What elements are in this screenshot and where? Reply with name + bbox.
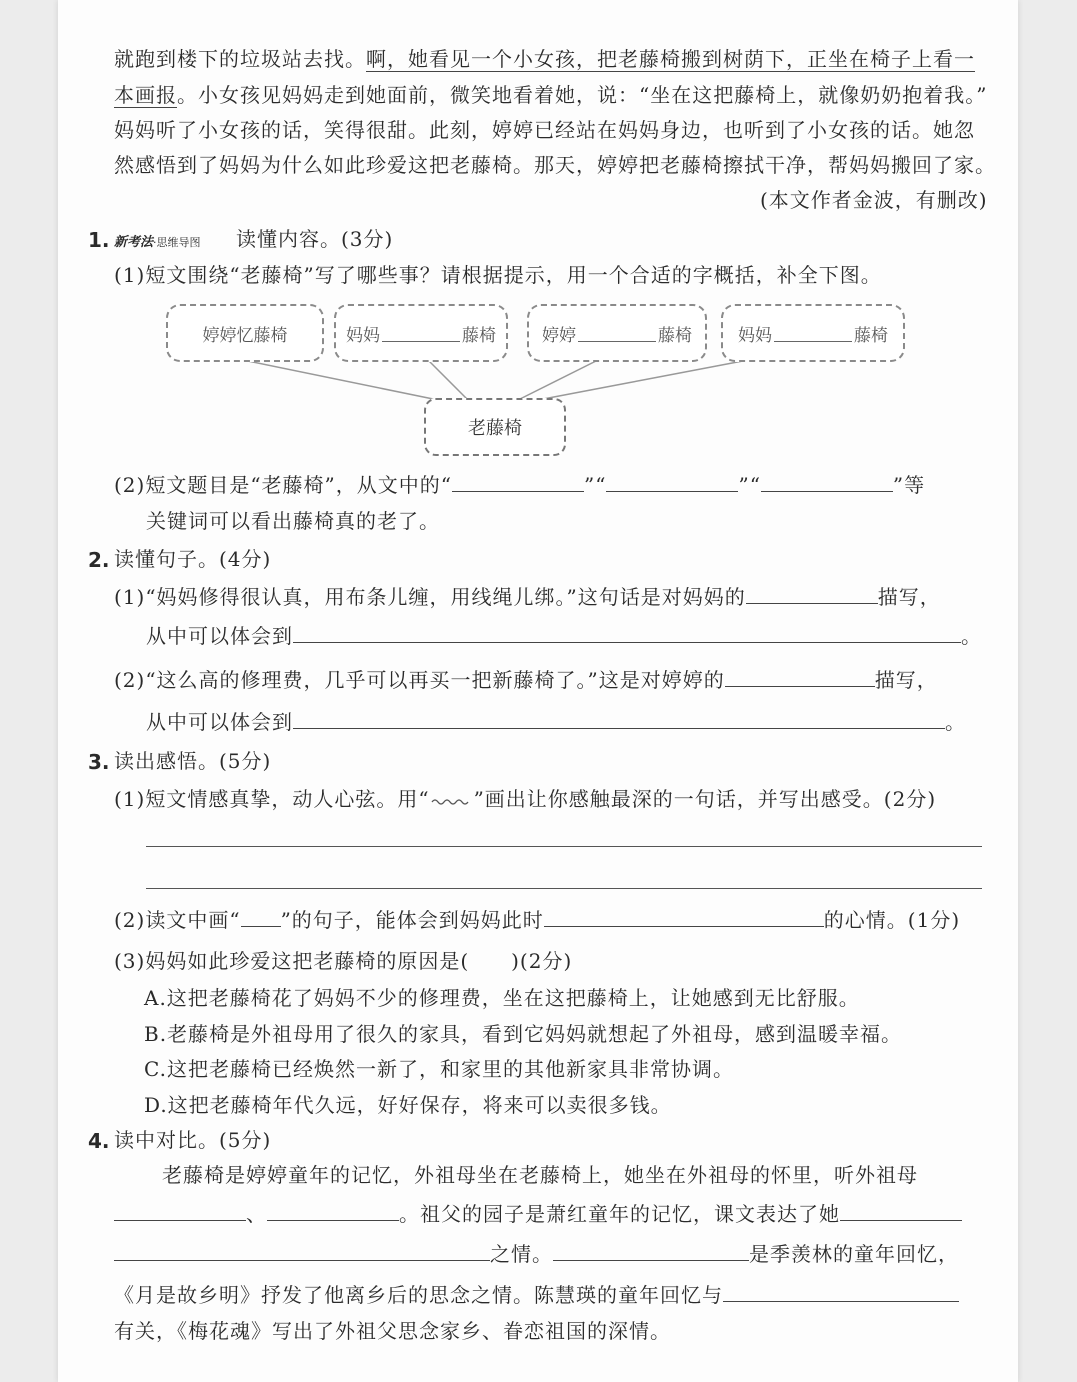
mindmap-box-4-prefix: 妈妈 xyxy=(738,325,772,346)
question-3-number: 3. xyxy=(88,750,110,774)
q3-sub2-prefix: (2)读文中画“ xyxy=(114,908,241,932)
q4-blank-4[interactable] xyxy=(114,1240,490,1261)
question-1-sub1: (1)短文围绕“老藤椅”写了哪些事？请根据提示，用一个合适的字概括，补全下图。 xyxy=(114,263,882,287)
question-4-line-1: 老藤椅是婷婷童年的记忆，外祖母坐在老藤椅上，她坐在外祖母的怀里，听外祖母 xyxy=(162,1163,918,1187)
passage-text: 。小女孩见妈妈走到她面前，微笑地看着她，说：“坐在这把藤椅上，就像奶奶抱着我。” xyxy=(177,83,988,107)
q1-sub2-prefix: (2)短文题目是“老藤椅”，从文中的“ xyxy=(114,473,453,497)
passage-source: (本文作者金波，有删改) xyxy=(760,188,988,212)
question-1-title: 读懂内容。(3分) xyxy=(236,227,394,251)
q2-sub2-suffix: 描写， xyxy=(874,668,938,692)
q1-sub2-suffix: ”等 xyxy=(892,473,926,497)
comma-separator: 、 xyxy=(246,1202,267,1226)
q2-sub2-prompt: 从中可以体会到 xyxy=(146,710,293,734)
q4-blank-5[interactable] xyxy=(553,1240,749,1261)
option-c[interactable]: C.这把老藤椅已经焕然一新了，和家里的其他新家具非常协调。 xyxy=(144,1057,734,1081)
period-mark: 。 xyxy=(961,624,982,648)
question-4-line-5: 有关，《梅花魂》写出了外祖父思念家乡、眷恋祖国的深情。 xyxy=(114,1319,671,1343)
quote-separator: ”“ xyxy=(584,473,607,497)
tag-sublabel: ·思维导图 xyxy=(153,236,201,249)
q2-sub1-text: (1)“妈妈修得很认真，用布条儿缠，用线绳儿绑。”这句话是对妈妈的 xyxy=(114,585,746,609)
mindmap-box-2-blank[interactable] xyxy=(382,325,460,342)
question-4-number: 4. xyxy=(88,1129,110,1153)
mindmap-box-4-suffix: 藤椅 xyxy=(854,325,888,346)
passage-line-3: 妈妈听了小女孩的话，笑得很甜。此刻，婷婷已经站在妈妈身边，也听到了小女孩的话。她忽 xyxy=(114,118,975,142)
period-mark: 。 xyxy=(945,710,966,734)
question-2-title: 读懂句子。(4分) xyxy=(114,547,272,571)
q2-sub2-blank[interactable] xyxy=(725,666,875,687)
question-2-sub2-line2 xyxy=(146,708,966,735)
q3-answer-line-2[interactable] xyxy=(146,888,982,889)
q4-blank-3[interactable] xyxy=(840,1200,962,1221)
mindmap-box-1 xyxy=(166,304,324,362)
q2-sub1-suffix: 描写， xyxy=(877,585,941,609)
q3-answer-line-1[interactable] xyxy=(146,846,982,847)
option-a[interactable]: A.这把老藤椅花了妈妈不少的修理费，坐在这把藤椅上，让她感到无比舒服。 xyxy=(144,986,860,1010)
mindmap-box-4 xyxy=(721,304,905,362)
q3-sub2-blank[interactable] xyxy=(544,906,824,927)
mindmap-box-4-blank[interactable] xyxy=(774,325,852,342)
q3-sub2-suffix: 的心情。(1分) xyxy=(823,908,961,932)
passage-underlined-text: 啊，她看见一个小女孩，把老藤椅搬到树荫下，正坐在椅子上看一 xyxy=(366,47,975,71)
option-b[interactable]: B.老藤椅是外祖母用了很久的家具，看到它妈妈就想起了外祖母，感到温暖幸福。 xyxy=(144,1022,903,1046)
q3-sub1-prefix: (1)短文情感真挚，动人心弦。用“ xyxy=(114,787,430,811)
question-4-title: 读中对比。(5分) xyxy=(114,1128,272,1152)
mindmap-box-3-suffix: 藤椅 xyxy=(658,325,692,346)
question-3-title: 读出感悟。(5分) xyxy=(114,749,272,773)
passage-text: 就跑到楼下的垃圾站去找。 xyxy=(114,47,366,71)
q4-line2-text: 。祖父的园子是萧红童年的记忆，课文表达了她 xyxy=(399,1202,840,1226)
mindmap-box-1-text: 婷婷忆藤椅 xyxy=(202,325,288,346)
mindmap-box-2-prefix: 妈妈 xyxy=(346,325,380,346)
q4-line4-text: 《月是故乡明》抒发了他离乡后的思念之情。陈慧瑛的童年回忆与 xyxy=(114,1283,723,1307)
quote-separator: ”“ xyxy=(738,473,761,497)
keyword-blank-3[interactable] xyxy=(761,471,893,492)
question-3-sub2 xyxy=(114,906,960,933)
q2-sub2-text: (2)“这么高的修理费，几乎可以再买一把新藤椅了。”这是对婷婷的 xyxy=(114,668,725,692)
option-d[interactable]: D.这把老藤椅年代久远，好好保存，将来可以卖很多钱。 xyxy=(144,1093,672,1117)
q2-sub2-answer-line[interactable] xyxy=(293,708,945,729)
question-2-sub2 xyxy=(114,666,938,693)
q3-sub1-suffix: ”画出让你感触最深的一句话，并写出感受。(2分) xyxy=(473,787,937,811)
keyword-blank-1[interactable] xyxy=(452,471,584,492)
mindmap-center-text: 老藤椅 xyxy=(468,418,522,439)
wavy-line-icon xyxy=(430,784,474,806)
mindmap-center xyxy=(424,398,566,456)
question-4-line-2 xyxy=(114,1200,962,1227)
passage-line-4: 然感悟到了妈妈为什么如此珍爱这把老藤椅。那天，婷婷把老藤椅擦拭干净，帮妈妈搬回了家。 xyxy=(114,153,996,177)
q4-blank-6[interactable] xyxy=(723,1281,959,1302)
question-1-sub2-line2: 关键词可以看出藤椅真的老了。 xyxy=(146,509,440,533)
worksheet-page xyxy=(58,0,1018,1382)
mindmap-box-3-blank[interactable] xyxy=(578,325,656,342)
question-1-number: 1. xyxy=(88,228,110,252)
keyword-blank-2[interactable] xyxy=(606,471,738,492)
q2-sub1-prompt: 从中可以体会到 xyxy=(146,624,293,648)
straight-line-mark xyxy=(241,906,281,927)
q4-blank-1[interactable] xyxy=(114,1200,246,1221)
question-4-line-3 xyxy=(114,1240,959,1267)
question-2-number: 2. xyxy=(88,548,110,572)
mindmap-box-2 xyxy=(334,304,508,362)
question-2-sub1-line2 xyxy=(146,622,982,649)
q2-sub1-answer-line[interactable] xyxy=(293,622,961,643)
question-3-sub3: (3)妈妈如此珍爱这把老藤椅的原因是( )(2分) xyxy=(114,949,573,973)
q4-blank-2[interactable] xyxy=(267,1200,399,1221)
mindmap-box-3 xyxy=(527,304,707,362)
question-4-line-4 xyxy=(114,1281,959,1308)
q4-line3-text: 之情。 xyxy=(490,1242,553,1266)
q2-sub1-blank[interactable] xyxy=(746,583,878,604)
question-3-sub1 xyxy=(114,784,936,812)
mindmap-box-3-prefix: 婷婷 xyxy=(542,325,576,346)
q4-line3-suffix: 是季羡林的童年回忆， xyxy=(749,1242,959,1266)
mindmap-box-2-suffix: 藤椅 xyxy=(462,325,496,346)
question-2-sub1 xyxy=(114,583,941,610)
tag-label: 新考法 xyxy=(114,235,154,250)
passage-underlined-text: 本画报 xyxy=(114,83,177,107)
q3-sub2-text: ”的句子，能体会到妈妈此时 xyxy=(280,908,544,932)
question-1-sub2 xyxy=(114,471,925,498)
